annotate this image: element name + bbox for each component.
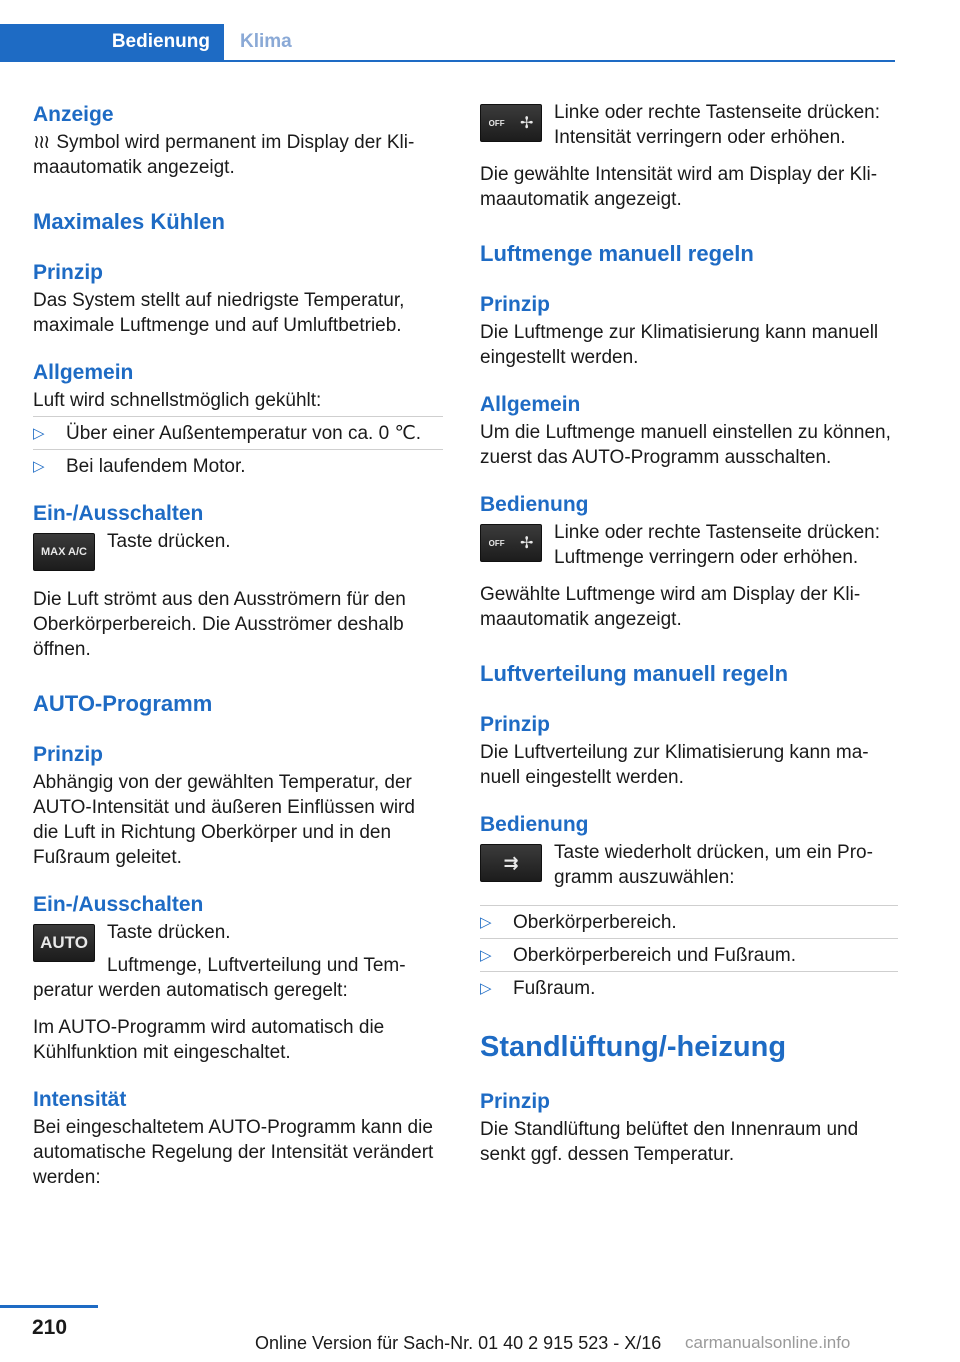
heat-waves-icon: ≀≀≀ (33, 132, 49, 153)
auto-taste-text: Taste drücken. (107, 922, 231, 943)
intensity-row (480, 100, 898, 150)
left-column (33, 100, 443, 1190)
auto-button-image: AUTO (33, 924, 95, 962)
heading-lv-bedienung: Bedienung (480, 813, 589, 836)
anzeige-text: ≀≀≀ Symbol wird permanent im Display der Klimaautomatik angezeigt. (33, 132, 415, 178)
lv-prinzip-text: Die Luftverteilung zur Klimatisierung kann manuell eingestellt werden. (480, 742, 869, 788)
intensitaet-text: Bei eingeschaltetem AUTO-Programm kann die automatische Regelung der Intensität verändert werden: (33, 1117, 434, 1188)
right-column (480, 100, 898, 1167)
heading-maximales-kuehlen: Maximales Kühlen (33, 209, 225, 234)
triangle-bullet-icon: ▷ (33, 458, 45, 475)
triangle-bullet-icon: ▷ (480, 914, 492, 931)
luftverteilung-row (480, 840, 898, 890)
page-header (0, 24, 895, 62)
heading-prinzip: Prinzip (33, 261, 104, 284)
fan-icon: ✢ (519, 115, 534, 132)
heading-ein-ausschalten: Ein-/Ausschalten (33, 502, 204, 525)
heading-allgemein: Allgemein (33, 361, 134, 384)
lm-allgemein-text: Um die Luftmenge manuell einstellen zu können, zuerst das AUTO-Programm ausschalten. (480, 422, 891, 468)
stand-prinzip-text: Die Standlüftung belüftet den Innenraum und senkt ggf. dessen Temperatur. (480, 1119, 859, 1165)
list-item: ▷ Bei laufendem Motor. (33, 456, 246, 477)
heading-stand-prinzip: Prinzip (480, 1090, 551, 1113)
list-item: ▷ Oberkörperbereich. (480, 912, 677, 933)
heading-auto-prinzip: Prinzip (33, 743, 104, 766)
taste-text: Taste drücken. (107, 531, 231, 552)
header-rule (0, 60, 895, 62)
watermark: carmanualsonline.info (685, 1333, 851, 1352)
heading-lm-bedienung: Bedienung (480, 493, 589, 516)
luft-text: Die Luft strömt aus den Ausströmern für den Oberkörperbereich. Die Ausströmer deshalb öffnen. (33, 589, 406, 660)
off-fan-button-image-2: OFF ✢ (480, 524, 542, 562)
footer-rule (0, 1305, 98, 1308)
lm-prinzip-text: Die Luftmenge zur Klimatisierung kann manuell eingestellt werden. (480, 322, 879, 368)
heading-intensitaet: Intensität (33, 1088, 127, 1111)
max-ac-button-image: MAX A/C (33, 533, 95, 571)
heading-standlueftung: Standlüftung/-heizung (480, 1031, 787, 1063)
heading-anzeige: Anzeige (33, 103, 114, 126)
lm-btn-text: Linke oder rechte Tastenseite drücken: Luftmenge verringern oder erhöhen. (554, 522, 881, 568)
auto-kuehl-text: Im AUTO-Programm wird automatisch die Kühlfunktion mit eingeschaltet. (33, 1017, 385, 1063)
heading-auto-programm: AUTO-Programm (33, 691, 213, 716)
auto-prinzip-text: Abhängig von der gewählten Temperatur, der AUTO-Intensität und äußeren Einflüssen wird die Luft in Richtung Oberkörper und in den Fußraum geleitet. (33, 772, 415, 868)
triangle-bullet-icon: ▷ (480, 947, 492, 964)
triangle-bullet-icon: ▷ (480, 980, 492, 997)
heading-lm-prinzip: Prinzip (480, 293, 551, 316)
list-item: ▷ Fußraum. (480, 978, 596, 999)
prinzip-text: Das System stellt auf niedrigste Temperatur, maximale Luftmenge und auf Umluftbetrieb. (33, 290, 405, 336)
intensity-display-text: Die gewählte Intensität wird am Display der Klimaautomatik angezeigt. (480, 164, 878, 210)
intensity-btn-text: Linke oder rechte Tastenseite drücken: Intensität verringern oder erhöhen. (554, 102, 881, 148)
triangle-bullet-icon: ▷ (33, 425, 45, 442)
lm-display-text: Gewählte Luftmenge wird am Display der Klimaautomatik angezeigt. (480, 584, 861, 630)
air-distribution-icon: ⇉ (503, 852, 519, 873)
lv-btn-text: Taste wiederholt drücken, um ein Programm auszuwählen: (554, 842, 873, 888)
luftmenge-row (480, 520, 898, 570)
fan-icon: ✢ (519, 535, 534, 552)
allgemein-text: Luft wird schnellstmöglich gekühlt: (33, 390, 322, 411)
heading-lv-prinzip: Prinzip (480, 713, 551, 736)
online-version-text: Online Version für Sach-Nr. 01 40 2 915 523 - X/16 (255, 1333, 662, 1353)
tab-klima: Klima (240, 31, 292, 52)
off-fan-button-image: OFF ✢ (480, 104, 542, 142)
air-distribution-button-image (480, 844, 542, 882)
heading-auto-ein-ausschalten: Ein-/Ausschalten (33, 893, 204, 916)
auto-row (33, 920, 443, 1003)
page-number: 210 (32, 1316, 68, 1339)
heading-luftmenge: Luftmenge manuell regeln (480, 241, 754, 266)
list-item: ▷ Über einer Außentemperatur von ca. 0 ℃. (33, 423, 422, 444)
tab-bedienung: Bedienung (0, 24, 224, 60)
list-item: ▷ Oberkörperbereich und Fußraum. (480, 945, 797, 966)
auto-luft-text: Luftmenge, Luftverteilung und Temperatur werden automatisch geregelt: (33, 955, 406, 1001)
heading-luftverteilung: Luftverteilung manuell regeln (480, 661, 789, 686)
heading-lm-allgemein: Allgemein (480, 393, 581, 416)
max-ac-row (33, 529, 443, 575)
